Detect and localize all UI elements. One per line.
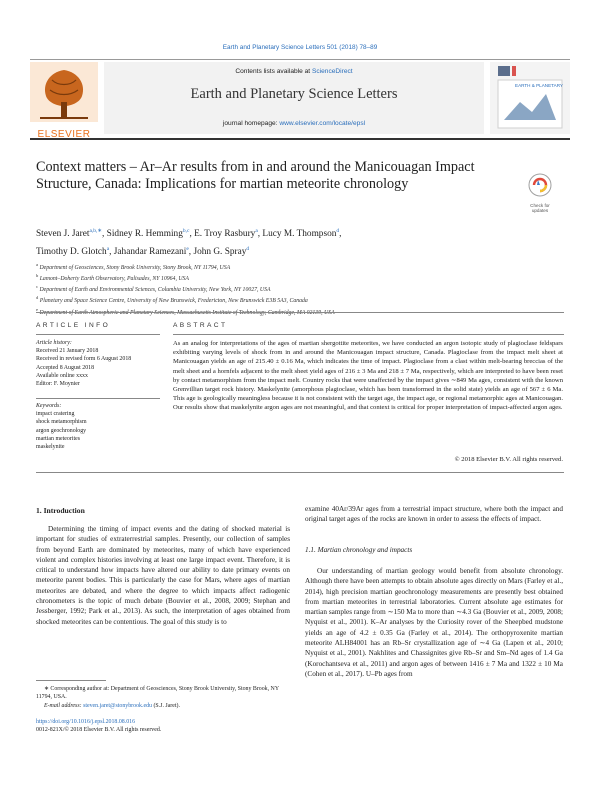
keyword: maskelynite xyxy=(36,444,65,451)
author-list xyxy=(36,224,576,259)
keywords xyxy=(36,402,164,451)
affiliation: $^b$ Lamont–Doherty Earth Observatory, Palisades, NY 10964, USA xyxy=(36,273,189,283)
author[interactable]: Jahandar Ramezani xyxy=(113,246,187,257)
history-item: Editor: F. Moynier xyxy=(36,381,80,388)
author-affiliation-mark[interactable]: a xyxy=(255,228,258,234)
intro-continuation: examine 40Ar/39Ar ages from a terrestrial impact structure, where both the impact and original target ages of the rocks are known in order to assess the effects of impact. xyxy=(305,505,563,524)
journal-reference[interactable]: Earth and Planetary Science Letters 501 (2018) 78–89 xyxy=(222,44,378,51)
doi-link[interactable]: https://doi.org/10.1016/j.epsl.2018.08.016 xyxy=(36,719,136,725)
author-affiliation-mark[interactable]: b,c xyxy=(182,228,190,234)
article-history xyxy=(36,339,164,388)
header-bottom-rule xyxy=(30,138,570,140)
corresponding-author-note: ∗ Corresponding author at: Department of Geosciences, Stony Brook University, Stony Brook, NY 11794, USA. xyxy=(36,686,279,701)
abstract-bottom-rule xyxy=(36,472,564,473)
homepage-line xyxy=(104,120,484,127)
abstract-text: As an analog for interpretations of the ages of martian shergottite meteorites, we have conducted an argon isotopic study of plagioclase feldspars exhibiting varying levels of shock from in and around the Manicouagan impact structure, Canada. Plagioclase from the impact melt sheet at Manicouagan yields an age of 215.40 ± 0.16 Ma, which indicates the time of impact. Plagioclase from a clast within melt-bearing breccias of the melt sheet and a hornfels adjacent to the melt sheet yield ages of 216 ± 3 Ma and 218 ± 7 Ma, respectively, which are interpreted to have been reset by contact metamorphism from the impact melt. Country rocks that were unaffected by the impact gives ∼849 Ma ages, consistent with the known Grenvillian target rock history. Maskelynite (amorphous plagioclase, which has been transformed in the solid state) yields an age of 567 ± 6 Ma. This age is geologically meaningless because it is not consistent with the target age, the impact age, or regional metamorphic ages at Manicouagan. Our results show that maskelynite argon ages are not meaningful, and that context is critical for proper interpretation of impact-affected argon ages. xyxy=(173,340,563,412)
author-affiliation-mark[interactable]: d xyxy=(336,228,340,234)
author-separator: , xyxy=(188,246,194,257)
affiliation: $^e$ Department of Earth Atmospheric and Planetary Sciences, Massachusetts Institute of Technology, Cambridge, MA 02139, USA xyxy=(36,306,335,316)
author-affiliation-mark[interactable]: d xyxy=(246,245,250,252)
history-item: Received in revised form 6 August 2018 xyxy=(36,356,132,363)
keyword: impact cratering xyxy=(36,411,75,418)
email-label: E-mail address: xyxy=(44,703,84,710)
footnotes xyxy=(36,685,288,711)
introduction-heading: 1. Introduction xyxy=(36,506,85,515)
sciencedirect-link[interactable]: ScienceDirect xyxy=(311,68,353,75)
author[interactable]: Timothy D. Glotch xyxy=(36,246,107,257)
subsection-heading: 1.1. Martian chronology and impacts xyxy=(305,546,413,554)
elsevier-logo xyxy=(30,62,98,140)
elsevier-wordmark: ELSEVIER xyxy=(37,129,91,140)
email-link[interactable]: steven.jaret@stonybrook.edu xyxy=(83,703,152,710)
footnote-rule xyxy=(36,680,106,681)
author-separator: , xyxy=(109,246,114,257)
author-separator: , xyxy=(339,229,342,240)
elsevier-tree-icon xyxy=(30,62,98,122)
history-item: Received 21 January 2018 xyxy=(36,348,99,355)
email-note xyxy=(36,702,288,710)
affiliation: $^d$ Planetary and Space Science Centre, University of New Brunswick, Fredericton, New Brunswick E3B 5A3, Canada xyxy=(36,295,308,305)
author-separator: , xyxy=(257,229,263,240)
author-affiliation-mark[interactable]: e xyxy=(186,245,189,252)
keyword: argon geochronology xyxy=(36,427,87,434)
journal-title: Earth and Planetary Science Letters xyxy=(190,86,398,102)
journal-cover-image xyxy=(490,62,570,134)
copyright: © 2018 Elsevier B.V. All rights reserved. xyxy=(454,456,563,463)
article-info-rule xyxy=(36,334,160,335)
check-updates-badge[interactable] xyxy=(522,172,558,213)
history-item: Accepted 8 August 2018 xyxy=(36,364,95,371)
martian-chronology-paragraph: Our understanding of martian geology would benefit from absolute chronology. Although there have been attempts to obtain absolute ages directly on Mars (Farley et al., 2014), high precision martian geochronology measurements are presently best obtained from martian meteorites in terrestrial laboratories. Current absolute age estimates for martian samples range from ∼150 Ma to more than ∼4.3 Ga (Bouvier et al., 2009, 2008; Nyquist et al., 2001). K–Ar analyses by the Curiosity rover of the Sheepbed mudstone yields an age of 4.2 ± 0.35 Ga (Farley et al., 2014). The orthopyroxenite martian meteorite ALH84001 has an Rb–Sr crystallization age of ∼4 Ga (Lapen et al., 2010; Nyquist et al., 2001). Nakhlites and Chassignites give Rb–Sr and Sm–Nd ages of 1.4 Ga (Korochantseva et al., 2011) and argon ages of between 1416 ± 7 Ma and 1322 ± 10 Ma (Cohen et al., 2017). U–Pb ages from xyxy=(305,567,563,678)
author[interactable]: John G. Spray xyxy=(193,246,247,257)
author-affiliation-mark[interactable]: a xyxy=(106,245,110,252)
check-updates-icon xyxy=(522,172,558,198)
author[interactable]: Sidney R. Hemming xyxy=(106,229,183,240)
keyword: martian meteorites xyxy=(36,435,80,442)
affiliations-rule xyxy=(36,312,564,313)
homepage-link[interactable]: www.elsevier.com/locate/epsl xyxy=(279,120,366,127)
homepage-prefix: journal homepage: xyxy=(222,120,280,127)
affiliation: $^a$ Department of Geosciences, Stony Brook University, Stony Brook, NY 11794, USA xyxy=(36,262,231,271)
keywords-rule xyxy=(36,398,160,399)
abstract-heading: ABSTRACT xyxy=(173,322,228,329)
cover-label: EARTH & PLANETARY xyxy=(515,83,563,88)
header-top-rule xyxy=(30,59,570,60)
author[interactable]: Steven J. Jaret xyxy=(36,229,90,240)
abstract-rule xyxy=(173,334,564,335)
author[interactable]: Lucy M. Thompson xyxy=(262,229,337,240)
contents-prefix: Contents lists available at xyxy=(235,68,312,75)
keyword: shock metamorphism xyxy=(36,419,87,426)
introduction-paragraph: Determining the timing of impact events and the dating of shocked material is important for studies of extraterrestrial samples. Presently, our collection of samples from beyond Earth are dominated by meteorites, many of which have experienced violent and complex histories involving at least one large impact event. Therefore, it is critical to understand how impacts have altered our ability to date primary events on meteorite parent bodies. This is particularly the case for Mars, where ages of martian meteorites are debated, and where the degree to which impacts affect radiogenic chronometers is the topic of much debate (Bouvier et al., 2008, 2009; Stephan and Jessberger, 1992; Park et al., 2013). As such, the interpretation of ages obtained from shocked meteorites can be contentious. The goal of this study is to xyxy=(36,525,290,626)
author[interactable]: E. Troy Rasbury xyxy=(194,229,256,240)
keywords-label: Keywords: xyxy=(36,403,62,409)
author-separator: , xyxy=(102,229,107,240)
journal-cover xyxy=(490,62,570,134)
affiliation: $^c$ Department of Earth and Environmental Sciences, Columbia University, New York, NY 10027, USA xyxy=(36,284,271,294)
article-info-heading: ARTICLE INFO xyxy=(36,322,111,329)
author-affiliation-mark[interactable]: a,b,∗ xyxy=(89,228,103,234)
history-item: Available online xxxx xyxy=(36,372,88,379)
doi-block xyxy=(36,718,288,734)
article-title: Context matters – Ar–Ar results from in and around the Manicouagan Impact Structure, Canada: Implications for martian meteorite chronology xyxy=(36,159,475,192)
contents-line xyxy=(104,68,484,75)
check-updates-label: Check for updates xyxy=(530,203,550,213)
author-separator: , xyxy=(189,229,195,240)
journal-masthead xyxy=(104,62,484,134)
issn-line: 0012-821X/© 2018 Elsevier B.V. All rights reserved. xyxy=(36,727,162,734)
email-suffix: (S.J. Jaret). xyxy=(151,703,180,710)
history-label: Article history: xyxy=(36,340,72,346)
affiliation-list xyxy=(36,261,576,317)
